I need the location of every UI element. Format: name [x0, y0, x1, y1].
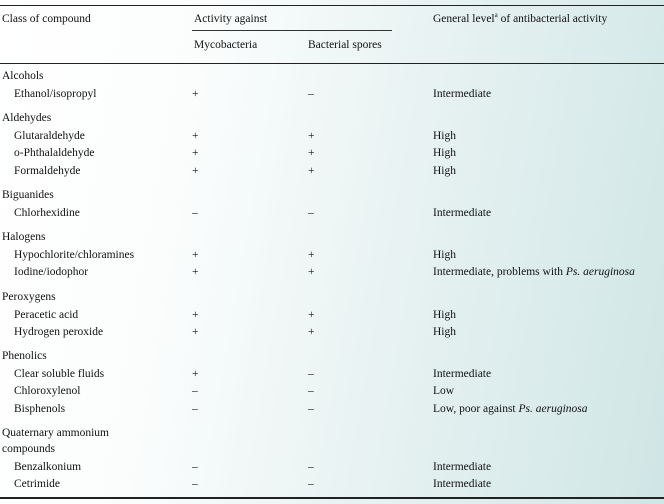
compound-name: Glutaraldehyde [14, 130, 85, 142]
mycobacteria-activity: + [192, 165, 199, 177]
mycobacteria-activity: – [192, 478, 198, 490]
compound-name: Cetrimide [14, 478, 60, 490]
mycobacteria-activity: + [192, 368, 199, 380]
spores-activity: – [308, 368, 314, 380]
group-label: Alcohols [2, 70, 44, 82]
compound-name: o-Phthalaldehyde [14, 147, 95, 159]
antibacterial-level: High [433, 326, 456, 338]
antibacterial-level: Intermediate [433, 207, 492, 219]
antibacterial-level: Intermediate [433, 461, 492, 473]
group-label: Quaternary ammonium [2, 427, 109, 439]
mycobacteria-activity: + [192, 130, 199, 142]
compound-name: Iodine/iodophor [14, 266, 89, 278]
compound-name: Hydrogen peroxide [14, 326, 104, 338]
group-label: Aldehydes [2, 112, 52, 124]
group-label: Peroxygens [2, 291, 56, 303]
antibacterial-level: Low [433, 385, 455, 397]
antibacterial-level: Intermediate [433, 478, 492, 490]
mycobacteria-activity: – [192, 461, 198, 473]
spores-activity: – [308, 88, 314, 100]
header-mycobacteria: Mycobacteria [194, 39, 258, 51]
header-general-level-suffix: of antibacterial activity [497, 13, 608, 25]
spores-activity: + [308, 266, 315, 278]
antibacterial-level: Intermediate [433, 88, 492, 100]
group-label: Phenolics [2, 350, 47, 362]
antibacterial-level: High [433, 147, 456, 159]
spores-activity: + [308, 147, 315, 159]
organism-name: Ps. aeruginosa [565, 266, 635, 278]
header-general-level [433, 12, 607, 26]
header-activity-against: Activity against [194, 13, 268, 25]
spores-activity: + [308, 309, 315, 321]
mycobacteria-activity: – [192, 385, 198, 397]
spores-activity: + [308, 165, 315, 177]
group-label: Halogens [2, 231, 46, 243]
header-class-of-compound: Class of compound [2, 13, 91, 25]
spores-activity: – [308, 207, 314, 219]
top-rule [0, 5, 664, 6]
activity-group-rule [192, 30, 392, 31]
mycobacteria-activity: – [192, 403, 198, 415]
compound-name: Peracetic acid [14, 309, 79, 321]
mycobacteria-activity: + [192, 147, 199, 159]
group-label: compounds [2, 443, 56, 455]
mycobacteria-activity: + [192, 88, 199, 100]
compound-name: Bisphenols [14, 403, 66, 415]
organism-name: Ps. aeruginosa [518, 403, 588, 415]
spores-activity: + [308, 326, 315, 338]
spores-activity: – [308, 461, 314, 473]
compound-name: Clear soluble fluids [14, 368, 105, 380]
antibacterial-level: Intermediate, problems with Ps. aeruginosa [433, 266, 635, 278]
group-label: Biguanides [2, 189, 54, 201]
antibacterial-level: High [433, 130, 456, 142]
mycobacteria-activity: + [192, 326, 199, 338]
antibacterial-level: High [433, 309, 456, 321]
spores-activity: – [308, 385, 314, 397]
spores-activity: + [308, 249, 315, 261]
header-general-level-text: General level [433, 13, 495, 25]
compound-name: Chloroxylenol [14, 385, 81, 397]
header-bacterial-spores: Bacterial spores [308, 39, 382, 51]
compound-name: Benzalkonium [14, 461, 82, 473]
header-bottom-rule [0, 63, 664, 64]
spores-activity: – [308, 478, 314, 490]
antibacterial-level: Low, poor against Ps. aeruginosa [433, 403, 588, 415]
mycobacteria-activity: + [192, 309, 199, 321]
mycobacteria-activity: + [192, 249, 199, 261]
mycobacteria-activity: – [192, 207, 198, 219]
spores-activity: + [308, 130, 315, 142]
antibacterial-level: High [433, 249, 456, 261]
spores-activity: – [308, 403, 314, 415]
antibacterial-level: Intermediate [433, 368, 492, 380]
compound-name: Chlorhexidine [14, 207, 80, 219]
footnote-marker: a [494, 11, 498, 20]
compound-name: Formaldehyde [14, 165, 81, 177]
compound-name: Hypochlorite/chloramines [14, 249, 135, 261]
mycobacteria-activity: + [192, 266, 199, 278]
compound-name: Ethanol/isopropyl [14, 88, 97, 100]
bottom-rule [0, 497, 664, 499]
antibacterial-level: High [433, 165, 456, 177]
